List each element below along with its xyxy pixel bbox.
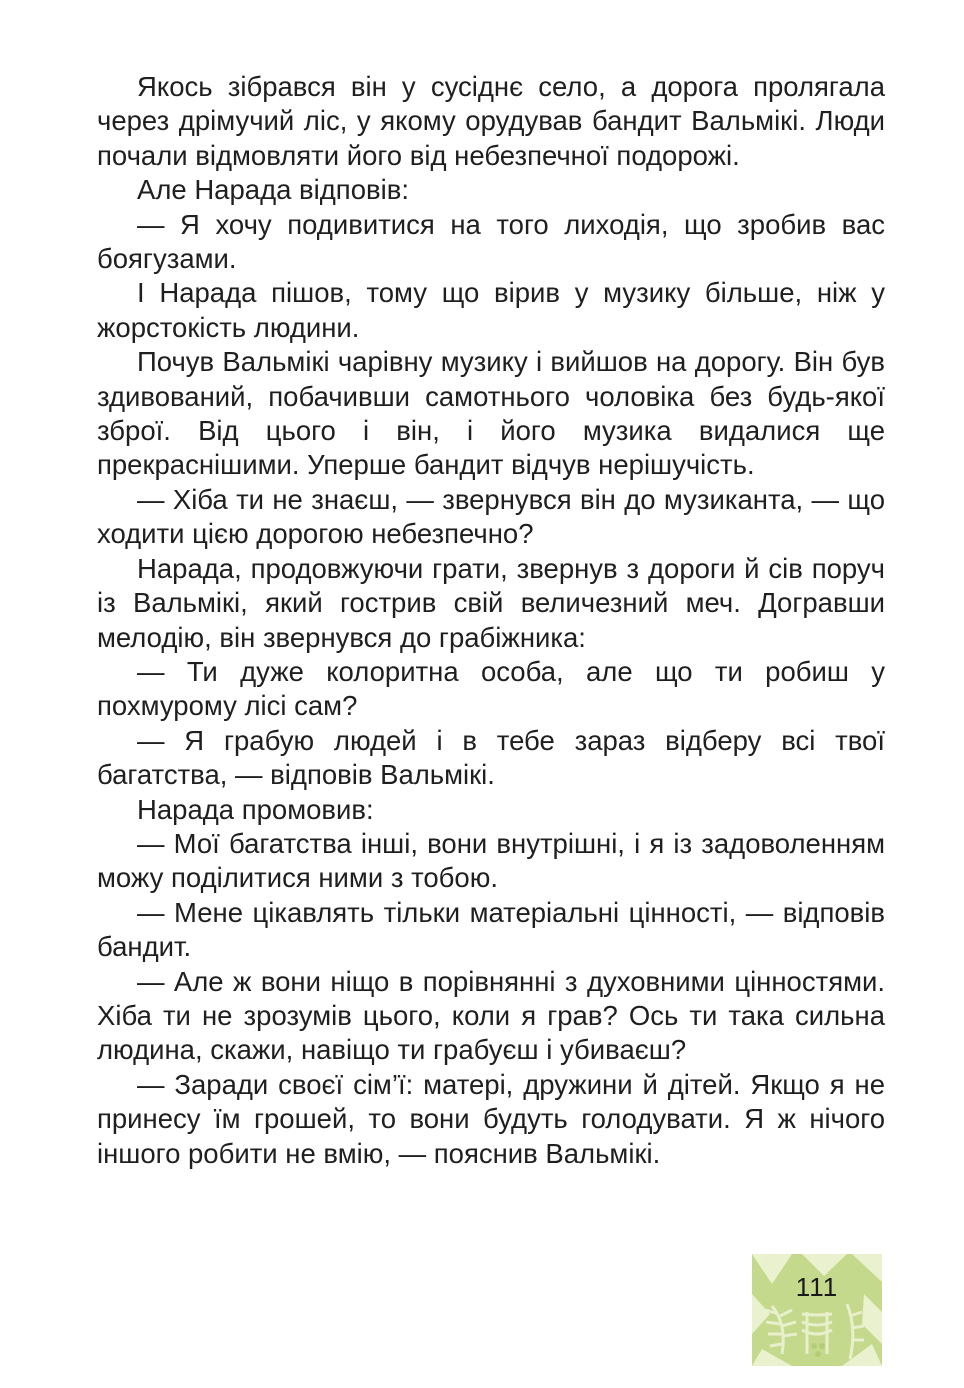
paragraph: Почув Вальмікі чарівну музику і вийшов на дорогу. Він був здивований, побачивши самотнього чоловіка без будь-якої зброї. Від цього і він, і його музика видалися ще прекраснішими. Уперше бандит відчув нерішучість. — [97, 346, 885, 481]
paragraph: Нарада, продовжуючи грати, звернув з дороги й сів поруч із Вальмікі, який гострив свій величезний меч. Догравши мелодію, він звернувся до грабіжника: — [97, 552, 885, 653]
paragraph: Якось зібрався він у сусіднє село, а дорога пролягала через дрімучий ліс, у якому орудував бандит Вальмікі. Люди почали відмовляти його від небезпечної подорожі. — [97, 71, 885, 171]
paragraph: — Я хочу подивитися на того лиходія, що зробив вас боягузами. — [97, 208, 885, 275]
paragraph: — Хіба ти не знаєш, — звернувся він до музиканта, — що ходити цією дорогою небезпечно? — [97, 483, 885, 550]
paragraph: Але Нарада відповів: — [137, 174, 409, 206]
paragraph: — Ти дуже колоритна особа, але що ти робиш у похмурому лісі сам? — [97, 655, 885, 722]
paragraph: — Але ж вони ніщо в порівнянні з духовними цінностями. Хіба ти не зрозумів цього, коли я грав? Ось ти така сильна людина, скажи, навіщо ти грабуєш і убиваєш? — [97, 965, 885, 1066]
page-number: 111 — [795, 1272, 839, 1302]
ornament-pattern-icon — [752, 1254, 882, 1366]
paragraph: — Я грабую людей і в тебе зараз відберу всі твої багатства, — відповів Вальмікі. — [97, 724, 885, 791]
story-text — [97, 70, 885, 1171]
paragraph: — Мої багатства інші, вони внутрішні, і я із задоволенням можу поділитися ними з тобою. — [97, 827, 885, 894]
paragraph: — Мене цікавлять тільки матеріальні цінності, — відповів бандит. — [97, 896, 885, 963]
paragraph: І Нарада пішов, тому що вірив у музику більше, ніж у жорстокість людини. — [97, 277, 885, 343]
paragraph: — Заради своєї сім’ї: матері, дружини й дітей. Якщо я не принесу їм грошей, то вони будуть голодувати. Я ж нічого іншого робити не вмію, — пояснив Вальмікі. — [97, 1068, 885, 1169]
paragraph: Нарада промовив: — [137, 793, 374, 825]
page-number-badge — [752, 1254, 882, 1366]
